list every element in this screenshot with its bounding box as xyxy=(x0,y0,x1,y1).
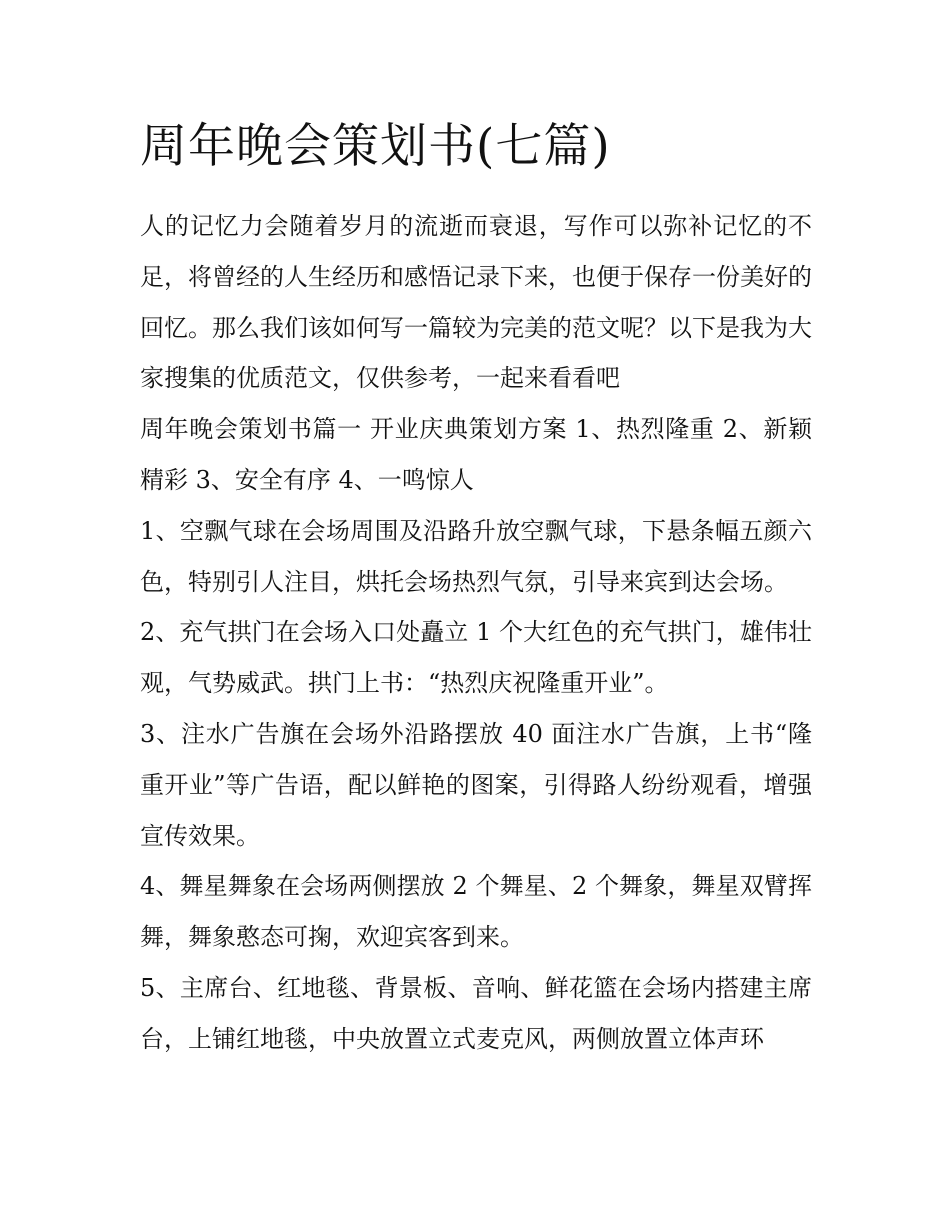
section-heading-paragraph: 周年晚会策划书篇一 开业庆典策划方案 1、热烈隆重 2、新颖精彩 3、安全有序 4、一鸣惊人 xyxy=(140,415,812,494)
list-item-balloons: 1、空飘气球在会场周围及沿路升放空飘气球，下悬条幅五颜六色，特别引人注目，烘托会场热烈气氛，引导来宾到达会场。 xyxy=(140,516,812,596)
list-item-arch: 2、充气拱门在会场入口处矗立 1 个大红色的充气拱门，雄伟壮观，气势威武。拱门上书：“热烈庆祝隆重开业”。 xyxy=(140,618,812,698)
list-item-dancers: 4、舞星舞象在会场两侧摆放 2 个舞星、2 个舞象，舞星双臂挥舞，舞象憨态可掬，欢迎宾客到来。 xyxy=(140,872,812,952)
document-body xyxy=(140,201,812,1065)
list-item-flags: 3、注水广告旗在会场外沿路摆放 40 面注水广告旗，上书“隆重开业”等广告语，配以鲜艳的图案，引得路人纷纷观看，增强宣传效果。 xyxy=(140,719,812,850)
intro-paragraph: 人的记忆力会随着岁月的流逝而衰退，写作可以弥补记忆的不足，将曾经的人生经历和感悟记录下来，也便于保存一份美好的回忆。那么我们该如何写一篇较为完美的范文呢？以下是我为大家搜集的优质范文，仅供参考，一起来看看吧 xyxy=(140,212,812,393)
document-title: 周年晚会策划书(七篇) xyxy=(140,119,611,174)
list-item-stage: 5、主席台、红地毯、背景板、音响、鲜花篮在会场内搭建主席台，上铺红地毯，中央放置立式麦克风，两侧放置立体声环 xyxy=(140,973,812,1053)
